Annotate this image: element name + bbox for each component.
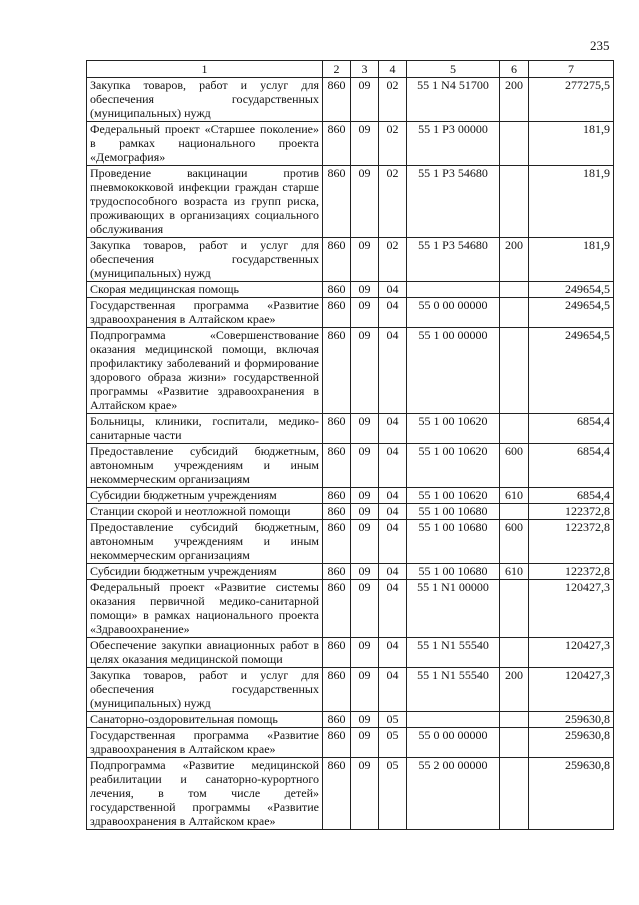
table-row xyxy=(87,668,614,712)
row-target-article-cell: 55 1 N1 55540 xyxy=(407,638,500,668)
row-name-cell: Обеспечение закупки авиационных работ в целях оказания медицинской помощи xyxy=(87,638,323,668)
table-row xyxy=(87,122,614,166)
row-subsection-cell: 05 xyxy=(379,728,407,758)
row-target-article-cell xyxy=(407,282,500,298)
row-subsection-cell: 04 xyxy=(379,580,407,638)
table-body xyxy=(87,78,614,830)
row-amount-cell: 6854,4 xyxy=(529,488,614,504)
row-expense-type-cell xyxy=(500,298,529,328)
table-row xyxy=(87,728,614,758)
column-header: 5 xyxy=(407,61,500,78)
row-name-cell: Федеральный проект «Развитие системы оказания первичной медико-санитарной помощи» в рамках национального проекта «Здравоохранение» xyxy=(87,580,323,638)
row-name-cell: Санаторно-оздоровительная помощь xyxy=(87,712,323,728)
row-amount-cell: 249654,5 xyxy=(529,328,614,414)
row-target-article-cell: 55 1 N1 00000 xyxy=(407,580,500,638)
row-subsection-cell: 04 xyxy=(379,520,407,564)
row-expense-type-cell xyxy=(500,166,529,238)
row-section-cell: 09 xyxy=(351,580,379,638)
row-section-cell: 09 xyxy=(351,414,379,444)
row-expense-type-cell xyxy=(500,638,529,668)
row-target-article-cell: 55 1 00 10680 xyxy=(407,520,500,564)
table-row xyxy=(87,166,614,238)
column-header: 6 xyxy=(500,61,529,78)
row-expense-type-cell: 200 xyxy=(500,238,529,282)
table-row xyxy=(87,564,614,580)
row-admin-code-cell: 860 xyxy=(323,580,351,638)
row-section-cell: 09 xyxy=(351,238,379,282)
row-expense-type-cell: 600 xyxy=(500,444,529,488)
row-admin-code-cell: 860 xyxy=(323,488,351,504)
column-header: 7 xyxy=(529,61,614,78)
row-subsection-cell: 04 xyxy=(379,328,407,414)
row-expense-type-cell xyxy=(500,504,529,520)
row-amount-cell: 6854,4 xyxy=(529,414,614,444)
row-name-cell: Государственная программа «Развитие здравоохранения в Алтайском крае» xyxy=(87,728,323,758)
row-name-cell: Проведение вакцинации против пневмококковой инфекции граждан старше трудоспособного возраста из групп риска, проживающих в организациях социального обслуживания xyxy=(87,166,323,238)
row-amount-cell: 181,9 xyxy=(529,238,614,282)
row-admin-code-cell: 860 xyxy=(323,758,351,830)
row-section-cell: 09 xyxy=(351,444,379,488)
row-expense-type-cell: 610 xyxy=(500,564,529,580)
row-name-cell: Подпрограмма «Развитие медицинской реабилитации и санаторно-курортного лечения, в том числе детей» государственной программы «Развитие здравоохранения в Алтайском крае» xyxy=(87,758,323,830)
row-amount-cell: 249654,5 xyxy=(529,298,614,328)
row-amount-cell: 6854,4 xyxy=(529,444,614,488)
row-target-article-cell: 55 1 00 00000 xyxy=(407,328,500,414)
row-expense-type-cell xyxy=(500,282,529,298)
table-row xyxy=(87,78,614,122)
row-admin-code-cell: 860 xyxy=(323,638,351,668)
row-subsection-cell: 02 xyxy=(379,122,407,166)
row-expense-type-cell xyxy=(500,328,529,414)
row-expense-type-cell xyxy=(500,122,529,166)
row-admin-code-cell: 860 xyxy=(323,668,351,712)
row-amount-cell: 259630,8 xyxy=(529,758,614,830)
row-admin-code-cell: 860 xyxy=(323,328,351,414)
row-expense-type-cell xyxy=(500,712,529,728)
table-row xyxy=(87,238,614,282)
row-section-cell: 09 xyxy=(351,328,379,414)
row-subsection-cell: 04 xyxy=(379,444,407,488)
row-admin-code-cell: 860 xyxy=(323,414,351,444)
row-name-cell: Субсидии бюджетным учреждениям xyxy=(87,488,323,504)
table-row xyxy=(87,580,614,638)
row-amount-cell: 259630,8 xyxy=(529,728,614,758)
row-target-article-cell: 55 1 P3 00000 xyxy=(407,122,500,166)
row-admin-code-cell: 860 xyxy=(323,564,351,580)
row-expense-type-cell xyxy=(500,728,529,758)
row-section-cell: 09 xyxy=(351,564,379,580)
row-section-cell: 09 xyxy=(351,282,379,298)
row-admin-code-cell: 860 xyxy=(323,238,351,282)
row-target-article-cell: 55 1 00 10620 xyxy=(407,488,500,504)
row-expense-type-cell xyxy=(500,758,529,830)
row-name-cell: Закупка товаров, работ и услуг для обеспечения государственных (муниципальных) нужд xyxy=(87,668,323,712)
row-name-cell: Субсидии бюджетным учреждениям xyxy=(87,564,323,580)
row-section-cell: 09 xyxy=(351,668,379,712)
row-subsection-cell: 04 xyxy=(379,282,407,298)
row-section-cell: 09 xyxy=(351,78,379,122)
budget-table xyxy=(86,60,614,830)
row-name-cell: Предоставление субсидий бюджетным, автономным учреждениям и иным некоммерческим организациям xyxy=(87,520,323,564)
row-admin-code-cell: 860 xyxy=(323,282,351,298)
row-subsection-cell: 04 xyxy=(379,638,407,668)
row-name-cell: Подпрограмма «Совершенствование оказания медицинской помощи, включая профилактику заболеваний и формирование здорового образа жизни» государственной программы «Развитие здравоохранения в Алтайском крае» xyxy=(87,328,323,414)
row-target-article-cell: 55 1 00 10620 xyxy=(407,414,500,444)
row-expense-type-cell: 200 xyxy=(500,78,529,122)
table-row xyxy=(87,488,614,504)
row-name-cell: Скорая медицинская помощь xyxy=(87,282,323,298)
column-header: 1 xyxy=(87,61,323,78)
row-target-article-cell: 55 1 00 10620 xyxy=(407,444,500,488)
row-target-article-cell xyxy=(407,712,500,728)
row-admin-code-cell: 860 xyxy=(323,728,351,758)
column-header: 3 xyxy=(351,61,379,78)
row-name-cell: Закупка товаров, работ и услуг для обеспечения государственных (муниципальных) нужд xyxy=(87,78,323,122)
row-subsection-cell: 02 xyxy=(379,238,407,282)
table-row xyxy=(87,520,614,564)
row-subsection-cell: 04 xyxy=(379,564,407,580)
row-section-cell: 09 xyxy=(351,758,379,830)
row-section-cell: 09 xyxy=(351,488,379,504)
row-section-cell: 09 xyxy=(351,504,379,520)
row-amount-cell: 120427,3 xyxy=(529,668,614,712)
row-amount-cell: 122372,8 xyxy=(529,504,614,520)
row-target-article-cell: 55 2 00 00000 xyxy=(407,758,500,830)
row-expense-type-cell: 610 xyxy=(500,488,529,504)
table-row xyxy=(87,504,614,520)
row-admin-code-cell: 860 xyxy=(323,504,351,520)
row-amount-cell: 120427,3 xyxy=(529,580,614,638)
row-amount-cell: 122372,8 xyxy=(529,564,614,580)
page-number: 235 xyxy=(590,38,610,53)
row-subsection-cell: 04 xyxy=(379,414,407,444)
row-name-cell: Больницы, клиники, госпитали, медико-санитарные части xyxy=(87,414,323,444)
row-amount-cell: 277275,5 xyxy=(529,78,614,122)
table-row xyxy=(87,638,614,668)
row-expense-type-cell xyxy=(500,580,529,638)
table-row xyxy=(87,712,614,728)
row-section-cell: 09 xyxy=(351,712,379,728)
row-name-cell: Федеральный проект «Старшее поколение» в рамках национального проекта «Демография» xyxy=(87,122,323,166)
row-target-article-cell: 55 0 00 00000 xyxy=(407,728,500,758)
row-subsection-cell: 05 xyxy=(379,712,407,728)
row-name-cell: Государственная программа «Развитие здравоохранения в Алтайском крае» xyxy=(87,298,323,328)
table-row xyxy=(87,298,614,328)
row-expense-type-cell: 600 xyxy=(500,520,529,564)
table-row xyxy=(87,414,614,444)
row-subsection-cell: 02 xyxy=(379,78,407,122)
table-row xyxy=(87,328,614,414)
row-section-cell: 09 xyxy=(351,638,379,668)
row-section-cell: 09 xyxy=(351,298,379,328)
row-section-cell: 09 xyxy=(351,728,379,758)
row-name-cell: Закупка товаров, работ и услуг для обеспечения государственных (муниципальных) нужд xyxy=(87,238,323,282)
table-row xyxy=(87,444,614,488)
row-target-article-cell: 55 1 00 10680 xyxy=(407,504,500,520)
row-target-article-cell: 55 1 P3 54680 xyxy=(407,238,500,282)
table-row xyxy=(87,282,614,298)
column-header: 4 xyxy=(379,61,407,78)
row-admin-code-cell: 860 xyxy=(323,166,351,238)
row-target-article-cell: 55 1 P3 54680 xyxy=(407,166,500,238)
row-amount-cell: 181,9 xyxy=(529,122,614,166)
row-amount-cell: 259630,8 xyxy=(529,712,614,728)
row-amount-cell: 120427,3 xyxy=(529,638,614,668)
row-target-article-cell: 55 1 N1 55540 xyxy=(407,668,500,712)
row-subsection-cell: 04 xyxy=(379,298,407,328)
row-expense-type-cell: 200 xyxy=(500,668,529,712)
row-section-cell: 09 xyxy=(351,122,379,166)
row-section-cell: 09 xyxy=(351,520,379,564)
table-header-row xyxy=(87,61,614,78)
row-subsection-cell: 04 xyxy=(379,668,407,712)
row-target-article-cell: 55 0 00 00000 xyxy=(407,298,500,328)
row-admin-code-cell: 860 xyxy=(323,78,351,122)
row-name-cell: Станции скорой и неотложной помощи xyxy=(87,504,323,520)
row-amount-cell: 122372,8 xyxy=(529,520,614,564)
row-subsection-cell: 05 xyxy=(379,758,407,830)
row-amount-cell: 249654,5 xyxy=(529,282,614,298)
row-name-cell: Предоставление субсидий бюджетным, автономным учреждениям и иным некоммерческим организациям xyxy=(87,444,323,488)
row-admin-code-cell: 860 xyxy=(323,298,351,328)
row-admin-code-cell: 860 xyxy=(323,122,351,166)
row-subsection-cell: 04 xyxy=(379,488,407,504)
row-section-cell: 09 xyxy=(351,166,379,238)
row-admin-code-cell: 860 xyxy=(323,444,351,488)
row-subsection-cell: 02 xyxy=(379,166,407,238)
row-admin-code-cell: 860 xyxy=(323,520,351,564)
row-expense-type-cell xyxy=(500,414,529,444)
table-row xyxy=(87,758,614,830)
row-amount-cell: 181,9 xyxy=(529,166,614,238)
row-admin-code-cell: 860 xyxy=(323,712,351,728)
row-target-article-cell: 55 1 N4 51700 xyxy=(407,78,500,122)
row-subsection-cell: 04 xyxy=(379,504,407,520)
row-target-article-cell: 55 1 00 10680 xyxy=(407,564,500,580)
column-header: 2 xyxy=(323,61,351,78)
